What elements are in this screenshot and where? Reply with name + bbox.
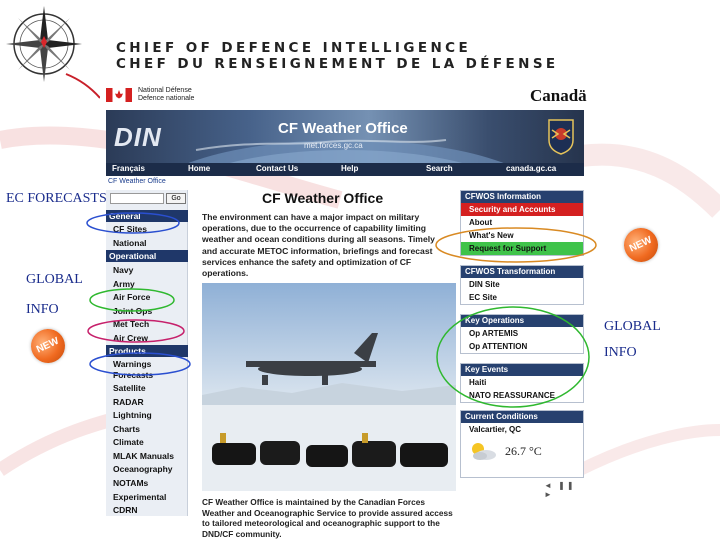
cf-weather-crest-icon: [546, 116, 576, 156]
key-events-heading: Key Events: [461, 364, 583, 376]
link-din-site[interactable]: DIN Site: [469, 280, 500, 289]
link-whats-new[interactable]: What's New: [469, 231, 514, 240]
conditions-location: Valcartier, QC: [469, 425, 522, 434]
nav-link-climate[interactable]: Climate: [113, 437, 144, 447]
nav-link-air-force[interactable]: Air Force: [113, 292, 151, 302]
nav-link-radar[interactable]: RADAR: [113, 397, 144, 407]
page-title: CF Weather Office: [262, 190, 384, 206]
link-about[interactable]: About: [469, 218, 493, 227]
annotation-info-left: INFO: [26, 302, 59, 317]
link-security-accounts[interactable]: Security and Accounts: [461, 203, 583, 216]
new-badge-left: NEW: [25, 323, 70, 368]
annotation-global-right: GLOBAL: [604, 319, 661, 334]
cfwos-transformation-heading: CFWOS Transformation: [461, 266, 583, 278]
annotation-ec-forecasts: EC FORECASTS: [6, 191, 107, 206]
link-ec-site[interactable]: EC Site: [469, 293, 498, 302]
link-request-support[interactable]: Request for Support: [461, 242, 583, 255]
nav-search[interactable]: Search: [426, 164, 453, 173]
annotation-info-right: INFO: [604, 345, 637, 360]
link-op-attention[interactable]: Op ATTENTION: [469, 342, 528, 351]
nav-link-mlak-manuals[interactable]: MLAK Manuals: [113, 451, 174, 461]
nav-section-general: General: [106, 210, 188, 222]
nav-link-met-tech[interactable]: Met Tech: [113, 319, 150, 329]
site-header-banner: [106, 110, 584, 163]
top-nav-bar: [106, 163, 584, 176]
compass-rose-icon: [4, 4, 100, 100]
nav-link-charts[interactable]: Charts: [113, 424, 140, 434]
nav-link-cf-sites[interactable]: CF Sites: [113, 224, 148, 234]
link-nato-reassurance[interactable]: NATO REASSURANCE: [469, 391, 555, 400]
breadcrumb[interactable]: CF Weather Office: [108, 178, 166, 185]
nav-link-cdrn[interactable]: CDRN: [113, 505, 138, 515]
key-operations-heading: Key Operations: [461, 315, 583, 327]
current-conditions-box: [460, 410, 584, 478]
key-operations-box: [460, 314, 584, 354]
canada-flag-icon: [106, 88, 132, 102]
nav-link-navy[interactable]: Navy: [113, 265, 134, 275]
nav-section-operational: Operational: [106, 250, 188, 262]
nav-section-products: Products: [106, 345, 188, 357]
link-op-artemis[interactable]: Op ARTEMIS: [469, 329, 519, 338]
nav-link-air-crew[interactable]: Air Crew: [113, 333, 148, 343]
footer-paragraph: CF Weather Office is maintained by the Canadian Forces Weather and Oceanographic Service to provide assured access to tailored meteorological and oceanographic support to the DND/CF community.: [202, 497, 453, 539]
cfwos-information-heading: CFWOS Information: [461, 191, 583, 203]
annotation-global-left: GLOBAL: [26, 272, 83, 287]
cfwos-information-box: [460, 190, 584, 256]
nav-home[interactable]: Home: [188, 164, 211, 173]
site-url: met.forces.gc.ca: [304, 141, 363, 150]
nav-contact-us[interactable]: Contact Us: [256, 164, 299, 173]
slideshow-controls[interactable]: ◄ ❚❚ ►: [544, 481, 576, 499]
banner-line-en: CHIEF OF DEFENCE INTELLIGENCE: [116, 40, 472, 56]
nav-link-warnings[interactable]: Warnings: [113, 359, 152, 369]
nav-link-oceanography[interactable]: Oceanography: [113, 464, 173, 474]
cfwos-transformation-box: [460, 265, 584, 305]
department-wordmark: National Défense Defence nationale: [138, 87, 195, 102]
nav-help[interactable]: Help: [341, 164, 359, 173]
key-events-box: [460, 363, 584, 403]
sun-cloud-icon: [467, 440, 497, 462]
new-badge-right: NEW: [618, 222, 663, 267]
nav-francais[interactable]: Français: [112, 164, 145, 173]
nav-canada-gc-ca[interactable]: canada.gc.ca: [506, 164, 557, 173]
temperature-value: 26.7 °C: [505, 443, 542, 458]
intro-paragraph: The environment can have a major impact on military operations, due to the occurrence of capability limiting weather and ocean conditions during all seasons. Timely and accurate METOC information, briefings and forecast services enhance the safety and optimization of CF operations.: [202, 212, 435, 279]
nav-link-army[interactable]: Army: [113, 279, 135, 289]
link-haiti[interactable]: Haiti: [469, 378, 487, 387]
canada-wordmark: Canadä: [530, 86, 587, 105]
nav-link-forecasts[interactable]: Forecasts: [113, 370, 154, 380]
search-input[interactable]: [110, 193, 164, 204]
current-conditions-heading: Current Conditions: [461, 411, 583, 423]
nav-link-satellite[interactable]: Satellite: [113, 383, 146, 393]
nav-link-national[interactable]: National: [113, 238, 147, 248]
hercules-aircraft-photo: [202, 283, 456, 491]
nav-link-experimental[interactable]: Experimental: [113, 492, 167, 502]
din-logo[interactable]: DIN: [114, 122, 162, 152]
nav-link-notams[interactable]: NOTAMs: [113, 478, 149, 488]
nav-link-lightning[interactable]: Lightning: [113, 410, 152, 420]
site-title: CF Weather Office: [278, 120, 408, 137]
banner-line-fr: CHEF DU RENSEIGNEMENT DE LA DÉFENSE: [116, 56, 559, 72]
nav-link-joint-ops[interactable]: Joint Ops: [113, 306, 153, 316]
search-go-button[interactable]: Go: [166, 193, 186, 204]
